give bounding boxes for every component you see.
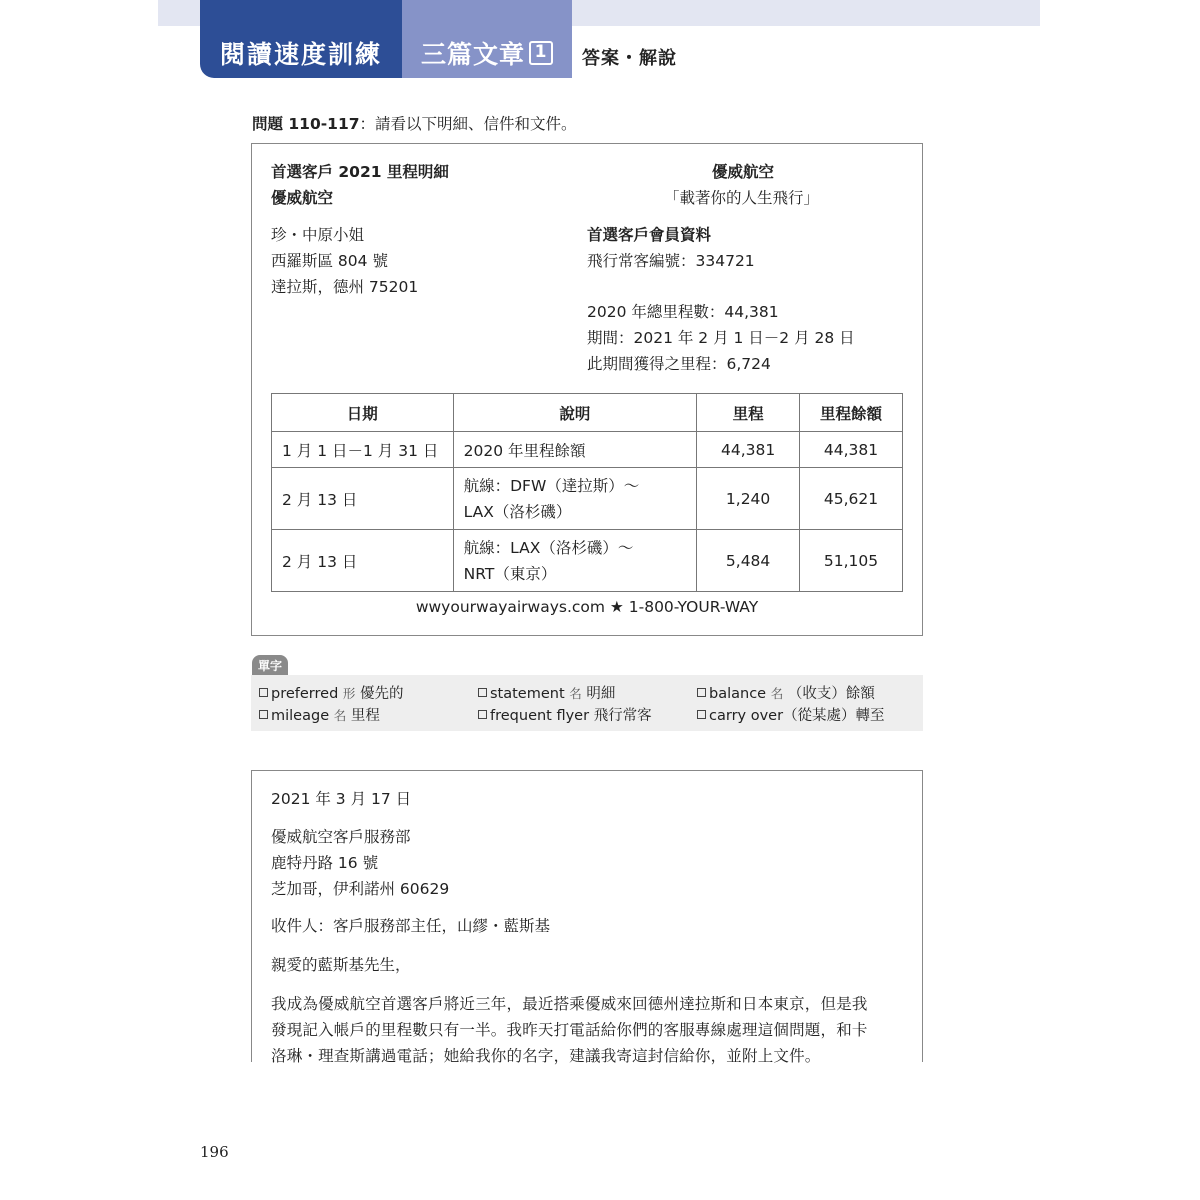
customer-street: 西羅斯區 804 號 <box>271 252 388 270</box>
vocab-meaning: 優先的 <box>360 686 404 702</box>
vocab-meaning: 明細 <box>586 686 616 702</box>
question-text: ：請看以下明細、信件和文件。 <box>359 115 577 133</box>
section-tab-speed-reading: 閱讀速度訓練 <box>200 0 402 78</box>
letter-salutation: 親愛的藍斯基先生， <box>271 956 411 974</box>
route-line1: 航線：LAX（洛杉磯）～ <box>463 538 634 557</box>
letter-date: 2021 年 3 月 17 日 <box>271 790 412 808</box>
vocab-pos: 名 <box>333 708 347 723</box>
letter-body-line: 發現記入帳戶的里程數只有一半。我昨天打電話給你們的客服專線處理這個問題，和卡 <box>271 1021 868 1039</box>
row-miles: 1,240 <box>697 468 800 530</box>
col-header-miles: 里程 <box>697 394 800 432</box>
table-header-row <box>272 394 903 432</box>
customer-city: 達拉斯，德州 75201 <box>271 278 419 296</box>
total-mileage-2020: 2020 年總里程數：44,381 <box>587 303 779 321</box>
vocab-meaning: （收支）餘額 <box>787 686 875 702</box>
member-heading: 首選客戶會員資料 <box>587 226 712 244</box>
tab-sub-number: 1 <box>529 41 553 65</box>
row-date: 2 月 13 日 <box>272 468 454 530</box>
row-balance: 45,621 <box>800 468 903 530</box>
checkbox-icon <box>697 710 706 719</box>
checkbox-icon <box>478 710 487 719</box>
statement-footer: wwyourwayairways.com ★ 1-800-YOUR-WAY <box>415 598 759 616</box>
table-row <box>272 432 903 468</box>
page-number: 196 <box>200 1143 229 1161</box>
letter-recipient-street: 鹿特丹路 16 號 <box>271 854 379 872</box>
vocab-word: statement <box>490 686 565 702</box>
statement-title: 首選客戶 2021 里程明細 <box>271 163 449 181</box>
statement-period: 期間：2021 年 2 月 1 日－2 月 28 日 <box>587 329 855 347</box>
vocab-word: mileage <box>271 708 330 724</box>
vocab-pos: 名 <box>569 686 582 701</box>
letter-recipient-city: 芝加哥，伊利諾州 60629 <box>271 880 450 898</box>
vocab-item <box>478 682 615 703</box>
letter-body-line: 洛琳・理查斯講過電話；她給我你的名字，建議我寄這封信給你，並附上文件。 <box>271 1047 821 1065</box>
row-balance: 44,381 <box>800 432 903 468</box>
tab-sub-label: 三篇文章 <box>420 40 525 69</box>
vocab-item <box>259 704 380 725</box>
statement-airline: 優威航空 <box>271 189 334 207</box>
row-date: 1 月 1 日－1 月 31 日 <box>272 432 454 468</box>
customer-name: 珍・中原小姐 <box>271 226 365 244</box>
vocab-meaning: （從某處）轉至 <box>783 708 885 724</box>
checkbox-icon <box>259 710 268 719</box>
letter-body <box>271 991 911 1069</box>
route-line2: LAX（洛杉磯） <box>463 502 572 521</box>
vocab-pos: 形 <box>342 686 356 701</box>
checkbox-icon <box>259 688 268 697</box>
mileage-table <box>271 393 903 592</box>
table-row <box>272 468 903 530</box>
vocab-word: preferred <box>271 686 339 702</box>
col-header-description: 說明 <box>453 394 697 432</box>
row-date: 2 月 13 日 <box>272 530 454 592</box>
vocab-word: carry over <box>709 708 784 724</box>
answer-explanation-label: 答案・解說 <box>582 48 677 69</box>
vocab-word: balance <box>709 686 767 702</box>
question-range: 問題 110-117 <box>252 115 360 133</box>
letter-recipient-dept: 優威航空客戶服務部 <box>271 828 411 846</box>
earned-mileage: 此期間獲得之里程：6,724 <box>587 355 771 373</box>
question-instruction <box>252 112 577 134</box>
row-description <box>453 468 697 530</box>
vocab-word: frequent flyer <box>490 708 590 724</box>
vocab-item <box>697 682 875 703</box>
letter-attention: 收件人：客戶服務部主任，山繆・藍斯基 <box>271 917 551 935</box>
row-description: 2020 年里程餘額 <box>453 432 697 468</box>
vocab-item <box>259 682 404 703</box>
row-description <box>453 530 697 592</box>
row-balance: 51,105 <box>800 530 903 592</box>
vocab-item <box>697 704 885 725</box>
member-number: 飛行常客編號：334721 <box>587 252 755 270</box>
vocab-meaning: 里程 <box>350 708 380 724</box>
table-row <box>272 530 903 592</box>
checkbox-icon <box>697 688 706 697</box>
section-tab-three-passages <box>402 0 572 78</box>
vocab-item <box>478 704 652 725</box>
vocab-pos: 名 <box>770 686 784 701</box>
route-line2: NRT（東京） <box>463 564 557 583</box>
col-header-balance: 里程餘額 <box>800 394 903 432</box>
checkbox-icon <box>478 688 487 697</box>
vocab-tag: 單字 <box>252 655 288 676</box>
col-header-date: 日期 <box>272 394 454 432</box>
letter-body-line: 我成為優威航空首選客戶將近三年，最近搭乘優威來回德州達拉斯和日本東京，但是我 <box>271 995 868 1013</box>
route-line1: 航線：DFW（達拉斯）～ <box>463 476 640 495</box>
airline-name: 優威航空 <box>712 163 775 181</box>
row-miles: 44,381 <box>697 432 800 468</box>
airline-slogan: 「載著你的人生飛行」 <box>664 189 820 207</box>
row-miles: 5,484 <box>697 530 800 592</box>
vocab-meaning: 飛行常客 <box>593 708 652 724</box>
